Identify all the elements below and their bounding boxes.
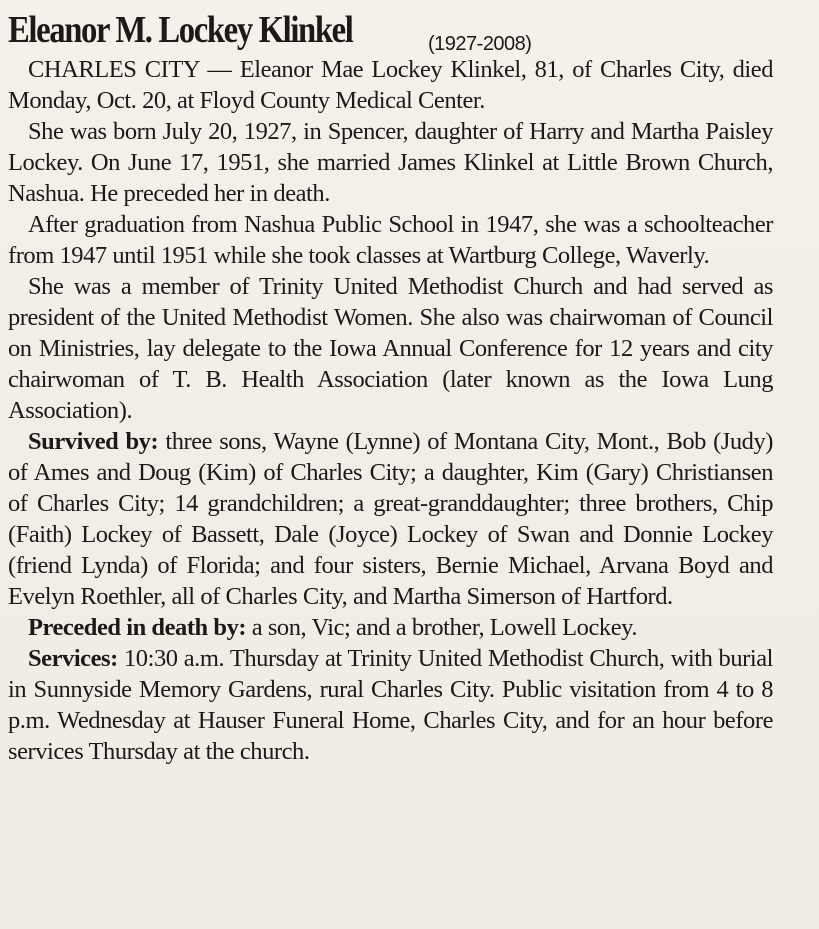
paragraph-announcement (8, 54, 773, 116)
paragraph-text: After graduation from Nashua Public School in 1947, she was a schoolteacher from 1947 until 1951 while she took classes at Wartburg College, Waverly. (8, 211, 773, 269)
paragraph-education (8, 209, 773, 271)
obituary-body (8, 54, 773, 767)
paragraph-text: 10:30 a.m. Thursday at Trinity United Methodist Church, with burial in Sunnyside Memory Gardens, rural Charles City. Public visitation from 4 to 8 p.m. Wednesday at Hauser Funeral Home, Charles City, and for an hour before services Thursday at the church. (8, 645, 773, 765)
section-lead: Survived by: (28, 428, 159, 455)
section-lead: Preceded in death by: (28, 614, 247, 641)
paragraph-text: a son, Vic; and a brother, Lowell Lockey. (246, 614, 638, 641)
paragraph-text: She was a member of Trinity United Methodist Church and had served as president of the United Methodist Women. She also was chairwoman of Council on Ministries, lay delegate to the Iowa Annual Conference for 12 years and city chairwoman of T. B. Health Association (later known as the Iowa Lung Association). (8, 273, 773, 424)
obituary-name: Eleanor M. Lockey Klinkel (8, 9, 353, 51)
paragraph-text: CHARLES CITY — Eleanor Mae Lockey Klinkel, 81, of Charles City, died Monday, Oct. 20, at Floyd County Medical Center. (8, 56, 773, 114)
paragraph-text: She was born July 20, 1927, in Spencer, daughter of Harry and Martha Paisley Lockey. On June 17, 1951, she married James Klinkel at Little Brown Church, Nashua. He preceded her in death. (8, 118, 773, 207)
paragraph-text: three sons, Wayne (Lynne) of Montana City, Mont., Bob (Judy) of Ames and Doug (Kim) of Charles City; a daughter, Kim (Gary) Christiansen of Charles City; 14 grandchildren; a great-granddaughter; three brothers, Chip (Faith) Lockey of Bassett, Dale (Joyce) Lockey of Swan and Donnie Lockey (friend Lynda) of Florida; and four sisters, Bernie Michael, Arvana Boyd and Evelyn Roethler, all of Charles City, and Martha Simerson of Hartford. (8, 428, 773, 610)
obituary-years: (1927-2008) (428, 33, 532, 55)
paragraph-preceded-by (8, 612, 773, 643)
paragraph-membership (8, 271, 773, 426)
paragraph-services (8, 643, 773, 767)
section-lead: Services: (28, 645, 118, 672)
paragraph-survived-by (8, 426, 773, 612)
paragraph-birth (8, 116, 773, 209)
headline (8, 8, 773, 54)
